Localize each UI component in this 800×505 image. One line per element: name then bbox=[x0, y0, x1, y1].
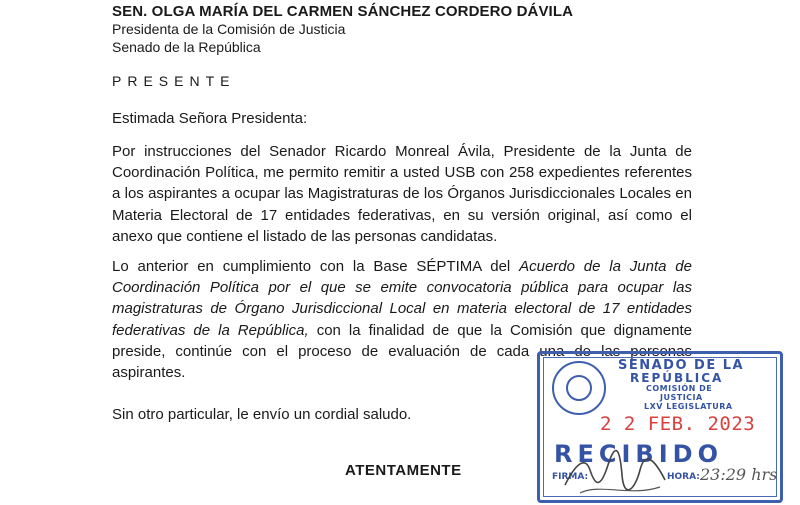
addressee-title: Presidenta de la Comisión de Justicia bbox=[112, 21, 346, 37]
addressee-name: SEN. OLGA MARÍA DEL CARMEN SÁNCHEZ CORDERO DÁVILA bbox=[112, 3, 574, 20]
presente-heading: PRESENTE bbox=[112, 73, 236, 89]
handwritten-signature-icon bbox=[560, 445, 670, 500]
stamp-line-comision: COMISIÓN DE bbox=[646, 384, 713, 393]
stamp-line-senado: SENADO DE LA bbox=[618, 358, 745, 373]
closing-line: Sin otro particular, le envío un cordial saludo. bbox=[112, 406, 412, 423]
paragraph-2-lead: Lo anterior en cumplimiento con la Base SÉPTIMA del bbox=[112, 258, 520, 275]
body-paragraph-1: Por instrucciones del Senador Ricardo Monreal Ávila, Presidente de la Junta de Coordinación Política, me permito remitir a usted USB con 258 expedientes referentes a los aspirantes a ocupar las Magistraturas de los Órganos Jurisdiccionales Locales en Materia Electoral de 17 entidades federativas, en su versión original, así como el anexo que contiene el listado de las personas candidatas. bbox=[112, 143, 692, 245]
stamp-line-republica: REPÚBLICA bbox=[630, 371, 724, 385]
paragraph-2-tail: con la finalidad de que la Comisión que dignamente preside, continúe con el proceso de evaluación de cada una de las personas aspirantes. bbox=[112, 321, 692, 382]
stamp-hora-value: 23:29 hrs bbox=[700, 465, 778, 484]
paragraph-2-agreement-title: Acuerdo de la Junta de Coordinación Política por el que se emite convocatoria pública para ocupar las magistraturas de Órgano Jurisdiccional Local en materia electoral de 17 entidades federativas de la República, bbox=[112, 258, 692, 339]
stamp-line-justicia: JUSTICIA bbox=[660, 393, 703, 402]
stamp-received-label: RECIBIDO bbox=[554, 440, 723, 468]
senate-seal-icon bbox=[552, 361, 606, 415]
salutation: Estimada Señora Presidenta: bbox=[112, 110, 308, 127]
atentamente-label: ATENTAMENTE bbox=[345, 462, 462, 479]
stamp-hora-label: HORA: bbox=[667, 472, 700, 482]
stamp-firma-label: FIRMA: bbox=[552, 472, 589, 482]
addressee-institution: Senado de la República bbox=[112, 39, 261, 55]
stamp-line-legislatura: LXV LEGISLATURA bbox=[644, 402, 733, 411]
stamp-date: 2 2 FEB. 2023 bbox=[600, 413, 756, 435]
